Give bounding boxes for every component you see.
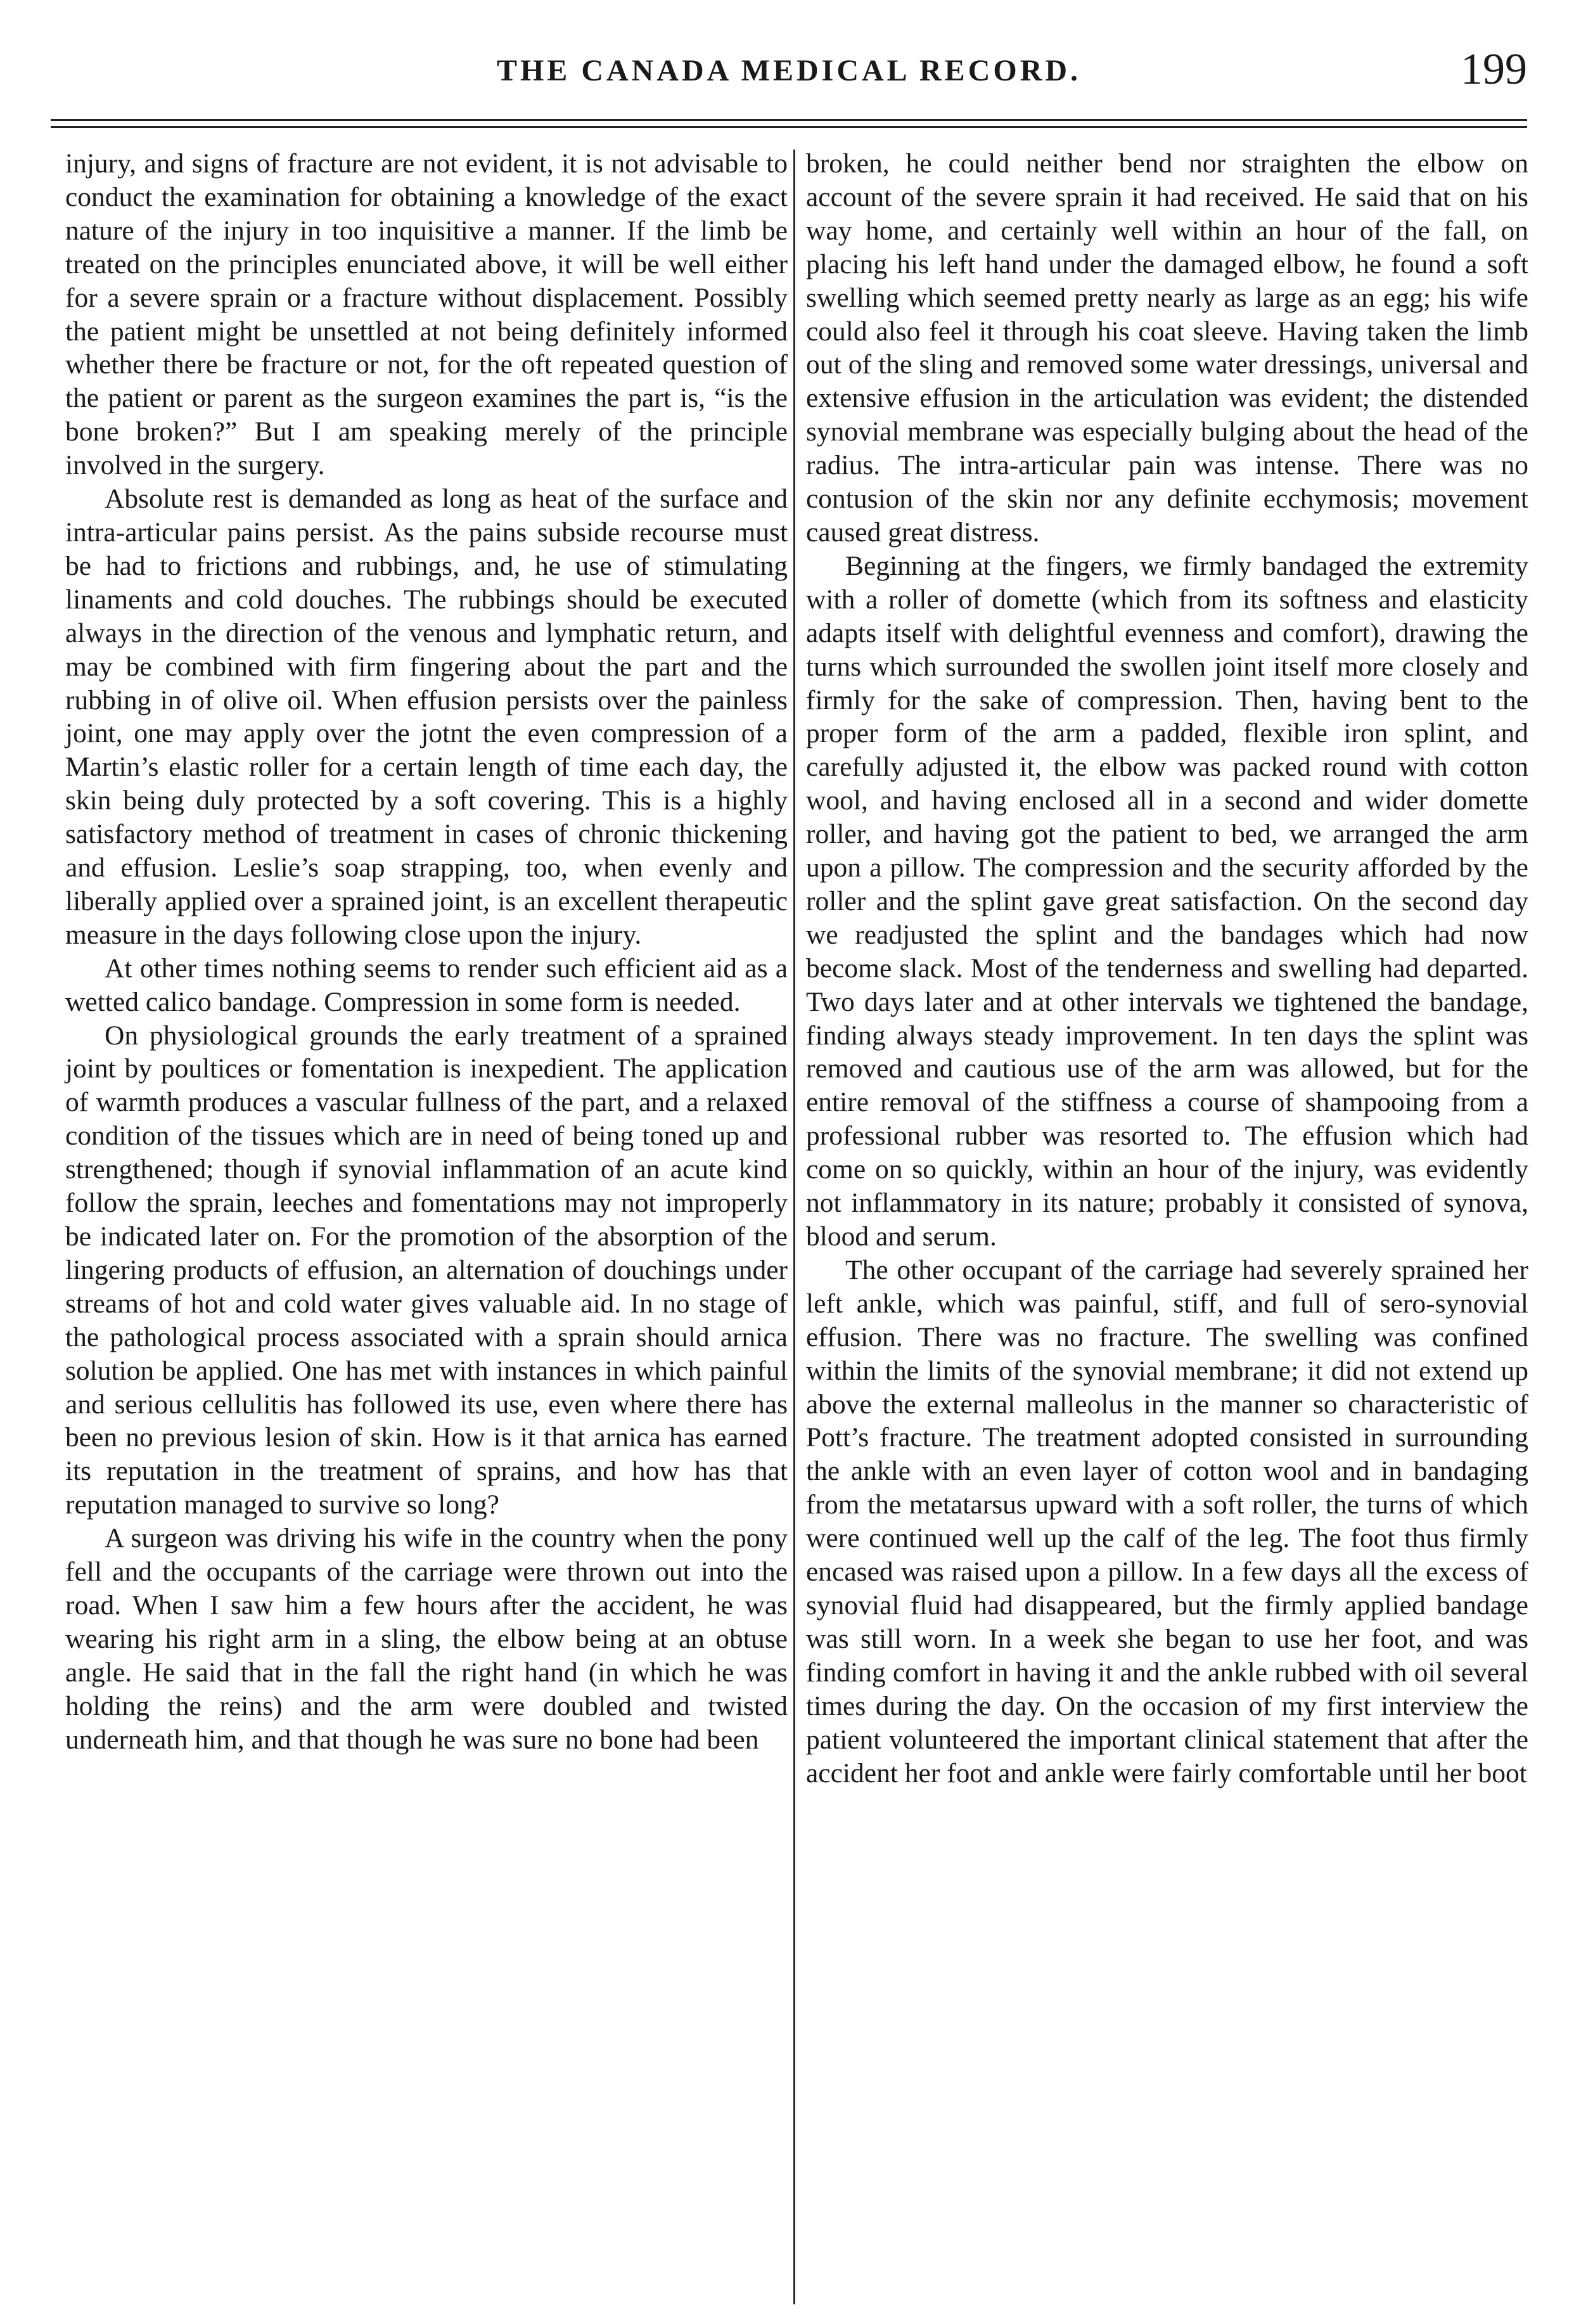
paragraph: A surgeon was driving his wife in the country when the pony fell and the occupants of the carriage were thrown out into the road. When I saw him a few hours after the accident, he was wearing his right arm in a sling, the elbow being at an obtuse angle. He said that in the fall the right hand (in which he was holding the reins) and the arm were doubled and twisted underneath him, and that though he was sure no bone had been <box>65 1523 788 1755</box>
paragraph: At other times nothing seems to render such efficient aid as a wetted calico bandage. Compression in some form is needed. <box>65 953 788 1017</box>
paragraph: broken, he could neither bend nor straighten the elbow on account of the severe sprain it had received. He said that on his way home, and certainly well within an hour of the fall, on placing his left hand under the damaged elbow, he found a soft swelling which seemed pretty nearly as large as an egg; his wife could also feel it through his coat sleeve. Having taken the limb out of the sling and removed some water dressings, universal and extensive effusion in the articulation was evident; the distended synovial membrane was especially bulging about the head of the radius. The intra-articular pain was intense. There was no contusion of the skin nor any definite ecchymosis; movement caused great distress. <box>806 148 1528 548</box>
paragraph: injury, and signs of fracture are not evident, it is not advisable to conduct the examination for obtaining a knowledge of the exact nature of the injury in too inquisitive a manner. If the limb be treated on the principles enunciated above, it will be well either for a severe sprain or a fracture without displacement. Possibly the patient might be unsettled at not being definitely informed whether there be fracture or not, for the oft repeated question of the patient or parent as the surgeon examines the part is, “is the bone broken?” But I am speaking merely of the principle involved in the surgery. <box>65 148 788 481</box>
column-divider <box>793 150 795 2304</box>
paragraph: Absolute rest is demanded as long as heat of the surface and intra-articular pains persist. As the pains subside recourse must be had to frictions and rubbings, and, he use of stimulating linaments and cold douches. The rubbings should be executed always in the direction of the venous and lymphatic return, and may be combined with firm fingering about the part and the rubbing in of olive oil. When effusion persists over the painless joint, one may apply over the jotnt the even compression of a Martin’s elastic roller for a certain length of time each day, the skin being duly protected by a soft covering. This is a highly satisfactory method of treatment in cases of chronic thickening and effusion. Leslie’s soap strapping, too, when evenly and liberally applied over a sprained joint, is an excellent therapeutic measure in the days following close upon the injury. <box>65 484 788 950</box>
paragraph: On physiological grounds the early treatment of a sprained joint by poultices or fomentation is inexpedient. The application of warmth produces a vascular fullness of the part, and a relaxed condition of the tissues which are in need of being toned up and strengthened; though if synovial inflammation of an acute kind follow the sprain, leeches and fomentations may not improperly be indicated later on. For the promotion of the absorption of the lingering products of effusion, an alternation of douchings under streams of hot and cold water gives valuable aid. In no stage of the pathological process associated with a sprain should arnica solution be applied. One has met with instances in which painful and serious cellulitis has followed its use, even where there has been no previous lesion of skin. How is it that arnica has earned its reputation in the treatment of sprains, and how has that reputation managed to survive so long? <box>65 1020 788 1520</box>
paragraph: The other occupant of the carriage had severely sprained her left ankle, which was painful, stiff, and full of sero-synovial effusion. There was no fracture. The swelling was confined within the limits of the synovial membrane; it did not extend up above the external malleolus in the manner so characteristic of Pott’s fracture. The treatment adopted consisted in surrounding the ankle with an even layer of cotton wool and in bandaging from the metatarsus upward with a soft roller, the turns of which were continued well up the calf of the leg. The foot thus firmly encased was raised upon a pillow. In a few days all the excess of synovial fluid had disappeared, but the firmly applied bandage was still worn. In a week she began to use her foot, and was finding comfort in having it and the ankle rubbed with oil several times during the day. On the occasion of my first interview the patient volunteered the important clinical statement that after the accident her foot and ankle were fairly comfortable until her boot <box>806 1254 1528 1788</box>
header-rule <box>51 119 1527 128</box>
right-column <box>806 147 1528 1790</box>
running-title: THE CANADA MEDICAL RECORD. <box>496 54 1082 87</box>
left-column <box>65 147 788 1757</box>
paragraph: Beginning at the fingers, we firmly bandaged the extremity with a roller of domette (which from its softness and elasticity adapts itself with delightful evenness and comfort), drawing the turns which surrounded the swollen joint itself more closely and firmly for the sake of compression. Then, having bent to the proper form of the arm a padded, flexible iron splint, and carefully adjusted it, the elbow was packed round with cotton wool, and having enclosed all in a second and wider domette roller, and having got the patient to bed, we arranged the arm upon a pillow. The compression and the security afforded by the roller and the splint gave great satisfaction. On the second day we readjusted the splint and the bandages which had now become slack. Most of the tenderness and swelling had departed. Two days later and at other intervals we tightened the bandage, finding always steady improvement. In ten days the splint was removed and cautious use of the arm was allowed, but for the entire removal of the stiffness a course of shampooing from a professional rubber was resorted to. The effusion which had come on so quickly, within an hour of the injury, was evidently not inflammatory in its nature; probably it consisted of synova, blood and serum. <box>806 550 1528 1252</box>
page-header <box>51 44 1527 114</box>
page-number: 199 <box>1461 45 1527 94</box>
